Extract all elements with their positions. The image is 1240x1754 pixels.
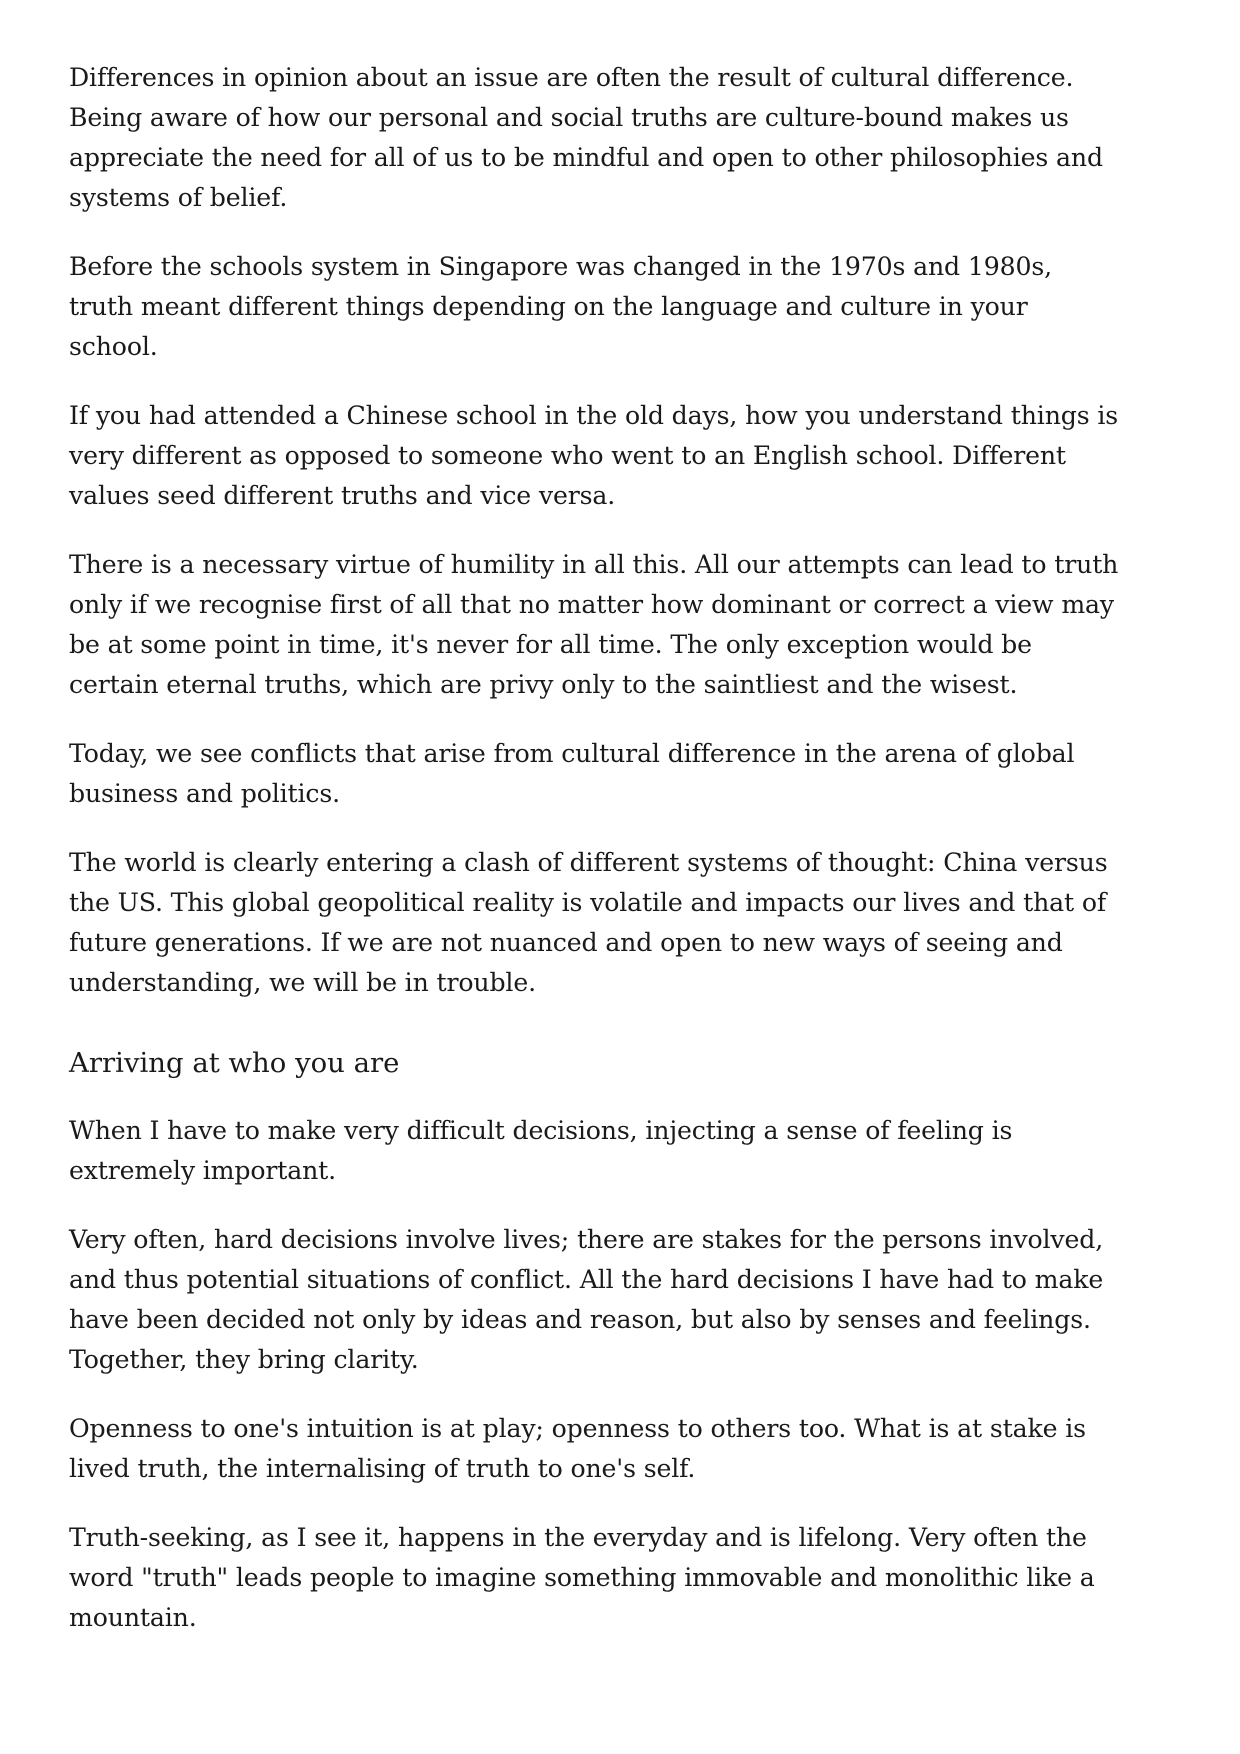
paragraph-difficult-decisions: When I have to make very difficult decisions, injecting a sense of feeling is extremely important. <box>69 1116 1013 1185</box>
paragraph-openness-intuition: Openness to one's intuition is at play; openness to others too. What is at stake is lived truth, the internalising of truth to one's self. <box>69 1414 1086 1483</box>
paragraph-humility: There is a necessary virtue of humility in all this. All our attempts can lead to truth only if we recognise first of all that no matter how dominant or correct a view may be at some point in time, it's never for all time. The only exception would be certain eternal truths, which are privy only to the saintliest and the wisest. <box>69 550 1119 699</box>
paragraph-cultural-difference: Differences in opinion about an issue are often the result of cultural difference. Being aware of how our personal and social truths are culture-bound makes us appreciate the need for all of us to be mindful and open to other philosophies and systems of belief. <box>69 63 1103 212</box>
paragraph-chinese-school: If you had attended a Chinese school in the old days, how you understand things is very different as opposed to someone who went to an English school. Different values seed different truths and vice versa. <box>69 401 1119 510</box>
paragraph-schools-system: Before the schools system in Singapore was changed in the 1970s and 1980s, truth meant different things depending on the language and culture in your school. <box>69 252 1052 361</box>
article-body <box>69 58 1119 1667</box>
paragraph-hard-decisions-lives: Very often, hard decisions involve lives; there are stakes for the persons involved, and thus potential situations of conflict. All the hard decisions I have had to make have been decided not only by ideas and reason, but also by senses and feelings. Together, they bring clarity. <box>69 1225 1104 1374</box>
paragraph-clash-of-systems: The world is clearly entering a clash of different systems of thought: China versus the US. This global geopolitical reality is volatile and impacts our lives and that of future generations. If we are not nuanced and open to new ways of seeing and understanding, we will be in trouble. <box>69 848 1108 997</box>
paragraph-global-conflicts: Today, we see conflicts that arise from cultural difference in the arena of global business and politics. <box>69 739 1075 808</box>
paragraph-truth-seeking: Truth-seeking, as I see it, happens in the everyday and is lifelong. Very often the word "truth" leads people to imagine something immovable and monolithic like a mountain. <box>69 1523 1095 1632</box>
section-heading: Arriving at who you are <box>69 1047 400 1079</box>
